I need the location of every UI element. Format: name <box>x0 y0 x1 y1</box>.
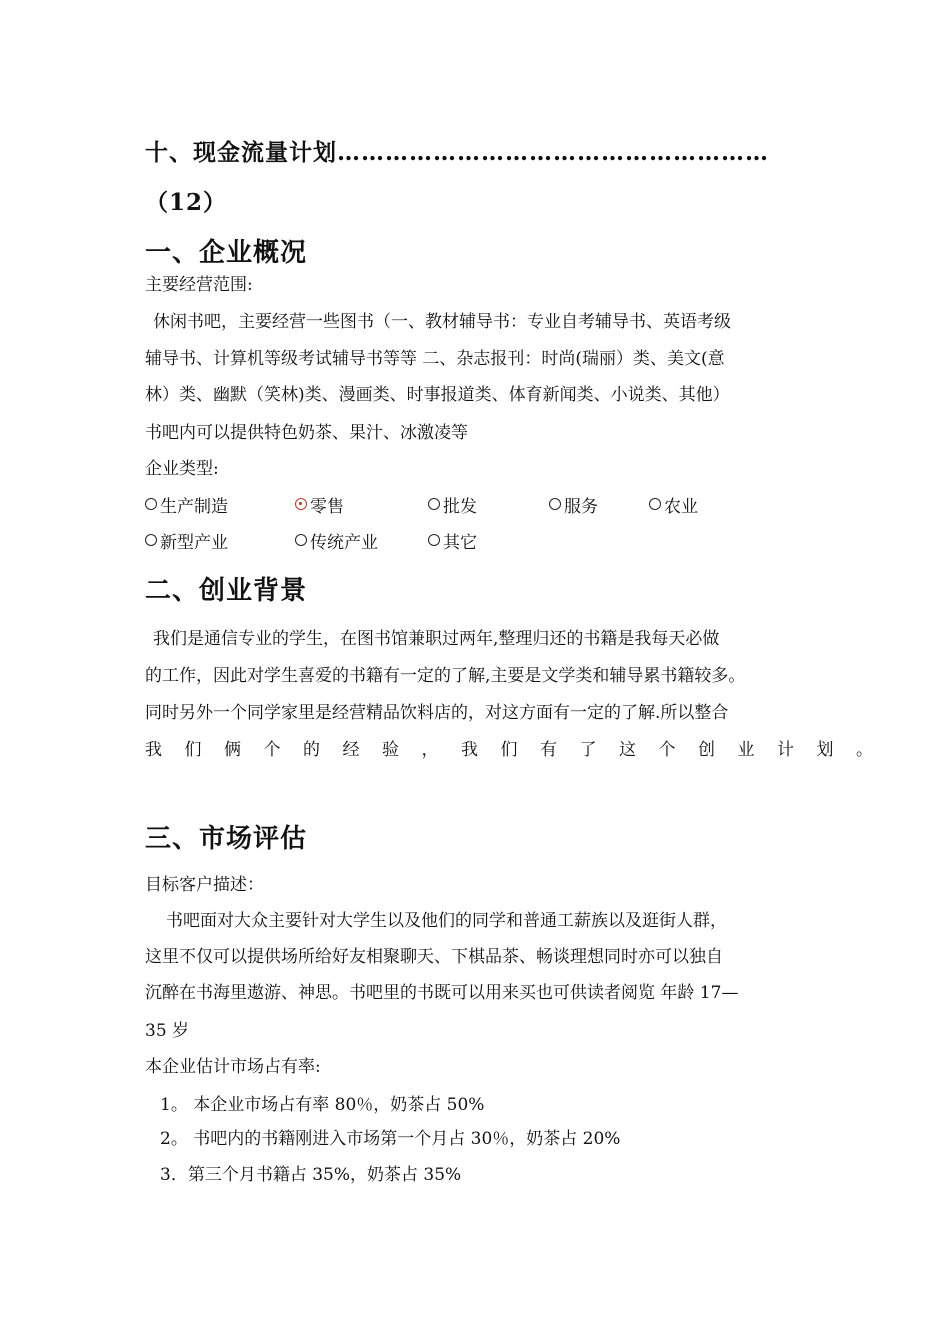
business-type-label: 企业类型: <box>145 459 219 479</box>
target-customer-label: 目标客户描述： <box>145 875 264 895</box>
background-line: 同时另外一个同学家里是经营精品饮料店的，对这方面有一定的了解.所以整合 <box>145 703 729 723</box>
radio-circle-icon <box>295 534 307 546</box>
scope-line: 休闲书吧，主要经营一些图书（一、教材辅导书：专业自考辅导书、英语考级 <box>153 312 731 332</box>
target-line: 这里不仅可以提供场所给好友相聚聊天、下棋品茶、畅谈理想同时亦可以独自 <box>145 947 723 967</box>
section-heading-background: 二、创业背景 <box>145 576 308 606</box>
target-line: 沉醉在书海里遨游、神思。书吧里的书既可以用来买也可供读者阅览 年龄 17— <box>145 983 739 1003</box>
scope-line: 辅导书、计算机等级考试辅导书等等 二、杂志报刊：时尚(瑞丽）类、美文(意 <box>145 349 725 369</box>
radio-circle-icon <box>428 498 440 510</box>
radio-circle-icon <box>549 498 561 510</box>
scope-label: 主要经营范围: <box>145 275 253 295</box>
radio-selected-icon <box>295 498 307 510</box>
target-line: 35 岁 <box>145 1021 190 1041</box>
radio-circle-icon <box>145 498 157 510</box>
radio-circle-icon <box>145 534 157 546</box>
toc-page-ref: （12） <box>145 189 228 216</box>
scope-line: 书吧内可以提供特色奶茶、果汁、冰激凌等 <box>145 423 468 443</box>
radio-circle-icon <box>428 534 440 546</box>
radio-new-industry[interactable]: 新型产业 <box>145 528 228 553</box>
radio-service[interactable]: 服务 <box>549 492 598 517</box>
background-line: 我们是通信专业的学生，在图书馆兼职过两年,整理归还的书籍是我每天必做 <box>153 629 720 649</box>
radio-traditional-industry[interactable]: 传统产业 <box>295 528 378 553</box>
radio-wholesale[interactable]: 批发 <box>428 492 477 517</box>
section-heading-overview: 一、企业概况 <box>145 238 308 268</box>
target-line: 书吧面对大众主要针对大学生以及他们的同学和普通工薪族以及逛街人群， <box>166 911 727 931</box>
section-heading-market: 三、市场评估 <box>145 824 308 854</box>
background-line: 我们俩个的经验，我们有了这个创业计划。 <box>145 740 896 760</box>
market-share-item: 3．第三个月书籍占 35%，奶茶占 35% <box>160 1165 462 1185</box>
background-line: 的工作，因此对学生喜爱的书籍有一定的了解,主要是文学类和辅导累书籍较多。 <box>145 666 746 686</box>
radio-retail[interactable]: 零售 <box>295 492 344 517</box>
market-share-label: 本企业估计市场占有率: <box>145 1057 321 1077</box>
radio-other[interactable]: 其它 <box>428 528 477 553</box>
radio-circle-icon <box>649 498 661 510</box>
market-share-item: 1。 本企业市场占有率 80％，奶茶占 50% <box>160 1095 485 1115</box>
scope-line: 林）类、幽默（笑林)类、漫画类、时事报道类、体育新闻类、小说类、其他） <box>145 385 730 405</box>
toc-entry: 十、现金流量计划……………………………………………… <box>145 139 769 166</box>
market-share-item: 2。 书吧内的书籍刚进入市场第一个月占 30％，奶茶占 20% <box>160 1129 621 1149</box>
radio-agriculture[interactable]: 农业 <box>649 492 698 517</box>
radio-manufacturing[interactable]: 生产制造 <box>145 492 228 517</box>
